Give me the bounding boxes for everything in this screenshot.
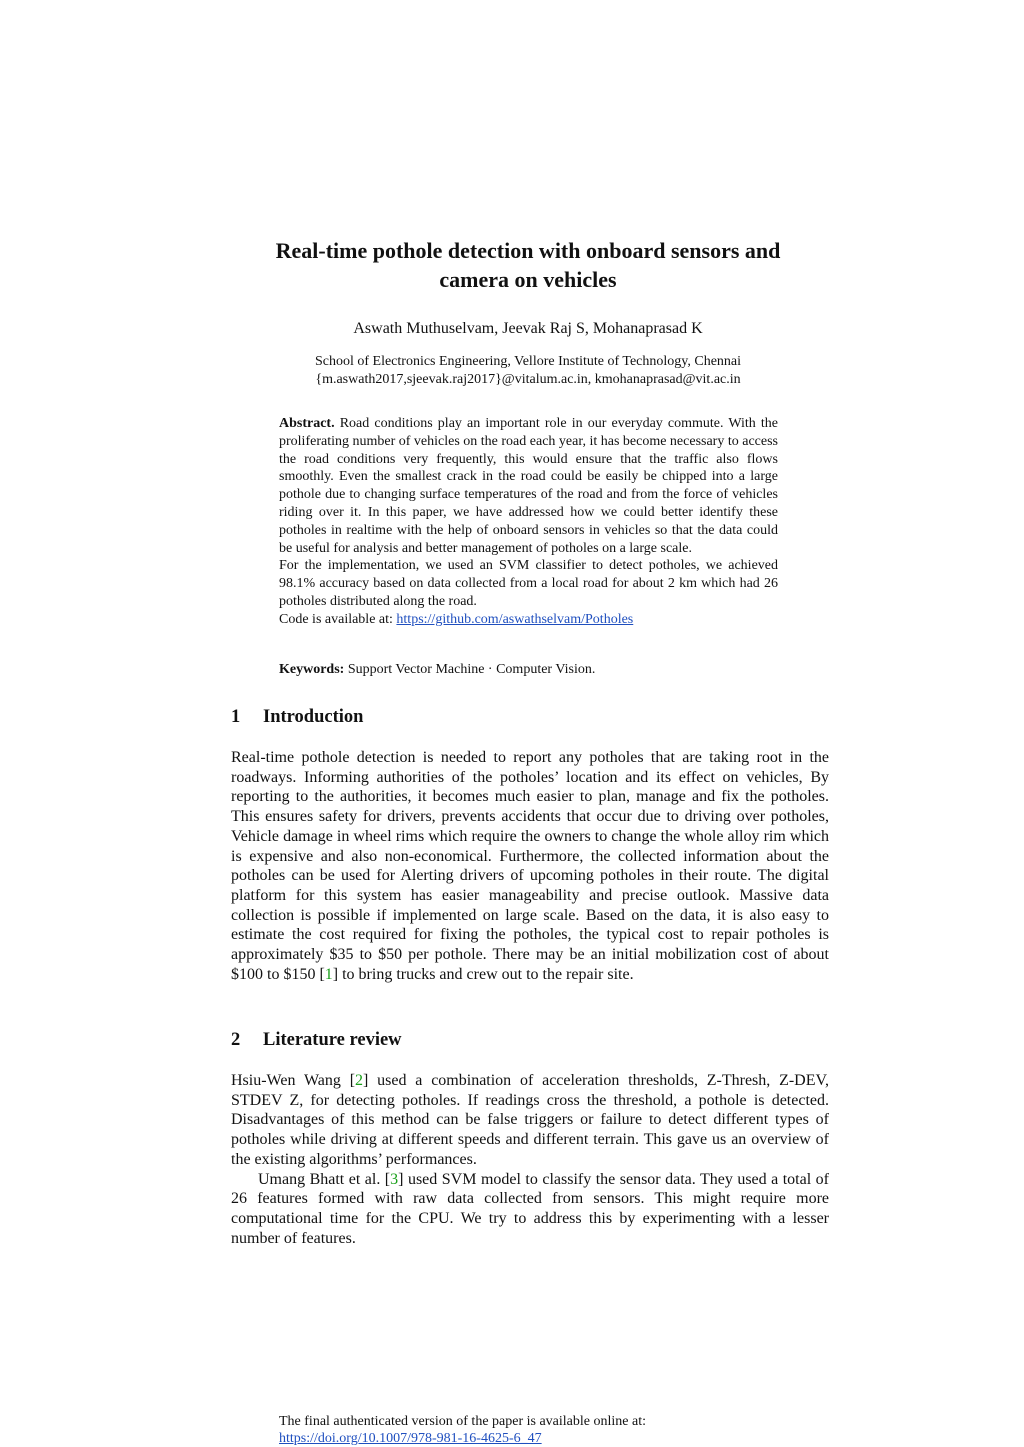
author-list: Aswath Muthuselvam, Jeevak Raj S, Mohanaprasad K xyxy=(353,320,703,337)
section-title: Literature review xyxy=(263,1030,402,1050)
section-heading-literature-review xyxy=(231,1029,402,1051)
paragraph-text: ] to bring trucks and crew out to the repair site. xyxy=(332,965,634,983)
affiliation xyxy=(200,353,856,389)
introduction-body xyxy=(231,748,829,984)
footer-note xyxy=(279,1413,839,1447)
abstract xyxy=(279,415,778,629)
section-title: Introduction xyxy=(263,707,364,727)
keywords xyxy=(279,661,778,679)
affiliation-emails: {m.aswath2017,sjeevak.raj2017}@vitalum.ac.in, kmohanaprasad@vit.ac.in xyxy=(315,372,741,387)
abstract-paragraph-2: For the implementation, we used an SVM classifier to detect potholes, we achieved 98.1% accuracy based on data collected from a local road for about 2 km which had 26 potholes distributed along the road. xyxy=(279,558,778,609)
footer-text: The final authenticated version of the paper is available online at: xyxy=(279,1414,646,1429)
literature-paragraph-1 xyxy=(231,1071,829,1170)
abstract-code-line xyxy=(279,611,778,629)
citation-3[interactable]: 3 xyxy=(390,1170,399,1188)
paragraph-text: ] used a combination of acceleration thresholds, Z-Thresh, Z-DEV, STDEV Z, for detecting potholes. If readings cross the threshold, a pothole is detected. Disadvantages of this method can be false triggers or failure to detect different types of potholes while driving at different speeds and different terrain. This gave us an overview of the existing algorithms’ performances. xyxy=(231,1072,830,1168)
citation-1[interactable]: 1 xyxy=(324,965,333,983)
literature-review-body xyxy=(231,1071,829,1248)
abstract-label: Abstract. xyxy=(279,416,335,431)
affiliation-institution: School of Electronics Engineering, Vellore Institute of Technology, Chennai xyxy=(314,354,742,369)
paragraph-text: Umang Bhatt et al. [ xyxy=(258,1170,391,1188)
literature-paragraph-2 xyxy=(231,1170,829,1249)
abstract-paragraph-1 xyxy=(279,415,778,557)
introduction-paragraph xyxy=(231,748,829,984)
title-line-2: camera on vehicles xyxy=(439,267,617,292)
paragraph-text: Real-time pothole detection is needed to report any potholes that are taking root in the roadways. Informing authorities of the potholes’ location and its effect on vehicles, By reporting to the authorities, it becomes much easier to plan, manage and fix the potholes. This ensures safety for drivers, prevents accidents that occur due to driving over potholes, Vehicle damage in wheel rims which require the owners to change the whole alloy rim which is expensive and also non-economical. Furthermore, the collected information about the potholes can be used for Alerting drivers of upcoming potholes in their route. The digital platform for this system has easier manageability and precise outlook. Massive data collection is possible if implemented on large scale. Based on the data, it is also easy to estimate the cost required for fixing the potholes, the typical cost to repair potholes is approximately $35 to $50 per pothole. There may be an initial mobilization cost of about $100 to $150 [ xyxy=(231,749,829,983)
github-link[interactable]: https://github.com/aswathselvam/Potholes xyxy=(396,611,634,627)
code-prefix: Code is available at: xyxy=(279,611,397,627)
section-number: 1 xyxy=(231,707,241,727)
paragraph-text: ] used SVM model to classify the sensor data. They used a total of 26 features formed with raw data collected from sensors. This might require more computational time for the CPU. We try to address this by experimenting with a lesser number of features. xyxy=(231,1170,829,1247)
section-heading-introduction xyxy=(231,706,363,728)
doi-link[interactable]: https://doi.org/10.1007/978-981-16-4625-6_47 xyxy=(279,1431,542,1446)
paper-title xyxy=(200,236,856,294)
title-line-1: Real-time pothole detection with onboard sensors and xyxy=(275,238,781,263)
keywords-label: Keywords: xyxy=(279,662,345,677)
abstract-text-1: Road conditions play an important role in our everyday commute. With the proliferating number of vehicles on the road each year, it has become necessary to access the road conditions very frequently, this would ensure that the traffic also flows smoothly. Even the smallest crack in the road could be easily be chipped into a large pothole due to changing surface temperatures of the road and from the force of vehicles riding over it. In this paper, we have addressed how we could better identify these potholes in realtime with the help of onboard sensors in vehicles so that the data could be useful for analysis and better management of potholes on a large scale. xyxy=(279,416,779,556)
citation-2[interactable]: 2 xyxy=(355,1072,364,1089)
section-number: 2 xyxy=(231,1030,241,1050)
paragraph-text: Hsiu-Wen Wang [ xyxy=(231,1072,356,1089)
keywords-text: Support Vector Machine · Computer Vision. xyxy=(344,662,596,677)
